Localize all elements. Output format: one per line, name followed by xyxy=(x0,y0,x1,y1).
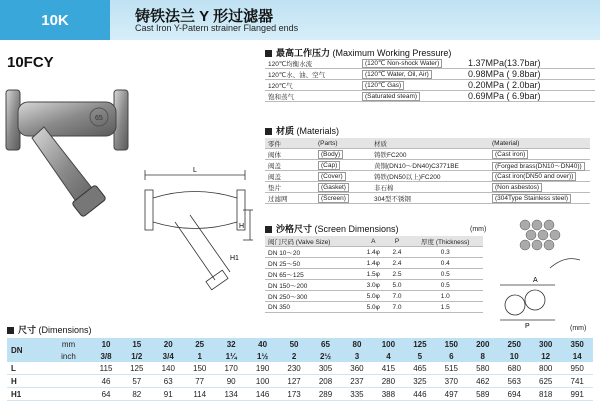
dn-mm-cell: 350 xyxy=(561,338,593,350)
dimension-cell: 465 xyxy=(404,362,435,375)
pressure-row: 饱和蒸气 (Saturated steam) 0.69MPa ( 6.9bar) xyxy=(265,91,595,102)
screen-table xyxy=(265,236,483,313)
dimension-cell: 190 xyxy=(247,362,278,375)
dimension-cell: 100 xyxy=(247,375,278,388)
screen-row: DN 65～125 1.5φ 2.5 0.5 xyxy=(265,269,483,280)
valve-photo xyxy=(4,72,134,222)
materials-row: 垫片 (Gasket) 非石棉 (Non asbestos) xyxy=(265,182,590,193)
inch-label: inch xyxy=(46,350,91,362)
dimension-cell: 127 xyxy=(278,375,309,388)
screen-label-a: A xyxy=(533,277,538,284)
dimension-cell: 140 xyxy=(153,362,184,375)
dn-inch-row xyxy=(7,350,593,362)
dn-mm-cell: 20 xyxy=(153,338,184,350)
dimension-cell: 680 xyxy=(499,362,530,375)
dn-mm-cell: 25 xyxy=(184,338,215,350)
screen-row: DN 25～50 1.4φ 2.4 0.4 xyxy=(265,258,483,269)
dn-inch-cell: 1/2 xyxy=(121,350,152,362)
dimension-cell: 115 xyxy=(91,362,121,375)
screen-label-p: P xyxy=(525,323,530,330)
dimension-label: H1 xyxy=(7,388,91,401)
page-title: 铸铁法兰 Y 形过滤器 xyxy=(135,8,274,25)
dimension-row xyxy=(7,375,593,388)
dn-inch-cell: 2½ xyxy=(310,350,341,362)
dimension-cell: 280 xyxy=(373,375,404,388)
dimension-cell: 563 xyxy=(499,375,530,388)
dim-label-l: L xyxy=(193,167,197,174)
dimension-cell: 305 xyxy=(310,362,341,375)
mm-label: mm xyxy=(46,338,91,350)
dimension-cell: 950 xyxy=(561,362,593,375)
dimension-cell: 370 xyxy=(436,375,467,388)
pressure-row: 120℃气 (120℃ Gas) 0.20MPa ( 2.0bar) xyxy=(265,80,595,91)
materials-row: 阀体 (Body) 铸铁FC200 (Cast iron) xyxy=(265,149,590,160)
pressure-table xyxy=(265,58,595,102)
dn-mm-cell: 15 xyxy=(121,338,152,350)
dn-mm-cell: 65 xyxy=(310,338,341,350)
screen-row: DN 150～200 3.0φ 5.0 0.5 xyxy=(265,280,483,291)
materials-row: 过滤网 (Screen) 304型不锈钢 (304Type Stainless steel) xyxy=(265,193,590,204)
dn-inch-cell: 4 xyxy=(373,350,404,362)
dn-inch-cell: 1 xyxy=(184,350,215,362)
dn-inch-cell: 3/8 xyxy=(91,350,121,362)
dn-inch-cell: 3 xyxy=(341,350,372,362)
dimension-cell: 173 xyxy=(278,388,309,401)
dimension-cell: 991 xyxy=(561,388,593,401)
dimension-cell: 170 xyxy=(215,362,246,375)
dn-mm-cell: 150 xyxy=(436,338,467,350)
dimension-cell: 77 xyxy=(184,375,215,388)
dn-mm-cell: 125 xyxy=(404,338,435,350)
dimension-cell: 589 xyxy=(467,388,498,401)
dn-inch-cell: 6 xyxy=(436,350,467,362)
dimension-cell: 90 xyxy=(215,375,246,388)
dn-mm-cell: 100 xyxy=(373,338,404,350)
dimension-cell: 415 xyxy=(373,362,404,375)
dn-mm-cell: 250 xyxy=(499,338,530,350)
dn-inch-cell: 1¼ xyxy=(215,350,246,362)
body-marking: 65 xyxy=(95,115,103,122)
dimension-cell: 237 xyxy=(341,375,372,388)
dimension-row xyxy=(7,362,593,375)
materials-table xyxy=(265,138,590,204)
dim-label-h1: H1 xyxy=(230,255,239,262)
dimension-cell: 63 xyxy=(153,375,184,388)
pressure-row: 120℃均衡水流 (120℃ Non-shock Water) 1.37MPa(13.7bar) xyxy=(265,58,595,69)
dimension-cell: 82 xyxy=(121,388,152,401)
dimension-cell: 580 xyxy=(467,362,498,375)
dn-mm-row xyxy=(7,338,593,350)
dn-mm-cell: 10 xyxy=(91,338,121,350)
dimension-cell: 325 xyxy=(404,375,435,388)
pressure-title: 最高工作压力 (Maximum Working Pressure) xyxy=(265,46,451,59)
dimension-cell: 625 xyxy=(530,375,561,388)
page-subtitle: Cast Iron Y-Patern strainer Flanged ends xyxy=(135,23,299,33)
dn-mm-cell: 50 xyxy=(278,338,309,350)
dimension-cell: 134 xyxy=(215,388,246,401)
screen-mesh-diagram xyxy=(495,200,590,330)
dimension-cell: 515 xyxy=(436,362,467,375)
screen-row: DN 350 5.0φ 7.0 1.5 xyxy=(265,302,483,313)
dimensions-table xyxy=(7,338,593,401)
dimension-cell: 497 xyxy=(436,388,467,401)
materials-row: 阀盖 (Cap) 黄铜(DN10～DN40)C3771BE (Forged brass(DN10～DN40)) xyxy=(265,160,590,171)
dimension-cell: 57 xyxy=(121,375,152,388)
dimension-cell: 818 xyxy=(530,388,561,401)
dimension-cell: 388 xyxy=(373,388,404,401)
dimension-label: L xyxy=(7,362,91,375)
dimension-cell: 446 xyxy=(404,388,435,401)
dimension-cell: 114 xyxy=(184,388,215,401)
dn-inch-cell: 12 xyxy=(530,350,561,362)
dn-inch-cell: 8 xyxy=(467,350,498,362)
dimension-cell: 741 xyxy=(561,375,593,388)
screen-row: DN 250～300 5.0φ 7.0 1.0 xyxy=(265,291,483,302)
dimensions-unit: (mm) xyxy=(570,325,587,332)
dn-inch-cell: 3/4 xyxy=(153,350,184,362)
screen-title: 沙格尺寸 (Screen Dimensions) xyxy=(265,222,399,235)
dimension-cell: 360 xyxy=(341,362,372,375)
materials-title: 材质 (Materials) xyxy=(265,124,339,137)
model-number: 10FCY xyxy=(7,54,54,71)
dim-label-h: H xyxy=(239,223,245,230)
dn-inch-cell: 14 xyxy=(561,350,593,362)
dn-label: DN xyxy=(7,338,46,362)
dn-mm-cell: 80 xyxy=(341,338,372,350)
dn-inch-cell: 2 xyxy=(278,350,309,362)
dn-inch-cell: 10 xyxy=(499,350,530,362)
dn-mm-cell: 200 xyxy=(467,338,498,350)
dimension-cell: 125 xyxy=(121,362,152,375)
dn-mm-cell: 32 xyxy=(215,338,246,350)
dimension-cell: 800 xyxy=(530,362,561,375)
dimension-cell: 289 xyxy=(310,388,341,401)
dimension-cell: 462 xyxy=(467,375,498,388)
dimension-row xyxy=(7,388,593,401)
screen-row: DN 10～20 1.4φ 2.4 0.3 xyxy=(265,247,483,258)
dn-inch-cell: 5 xyxy=(404,350,435,362)
pressure-row: 120℃水、油、空气 (120℃ Water, Oil, Air) 0.98MPa ( 9.8bar) xyxy=(265,69,595,80)
dimension-cell: 64 xyxy=(91,388,121,401)
dimensions-title: 尺寸 (Dimensions) xyxy=(7,323,92,336)
dimension-drawing xyxy=(135,150,255,310)
dimension-cell: 230 xyxy=(278,362,309,375)
header-tab: 10K xyxy=(0,0,110,40)
dn-inch-cell: 1½ xyxy=(247,350,278,362)
dimension-cell: 46 xyxy=(91,375,121,388)
dimension-label: H xyxy=(7,375,91,388)
screen-unit: (mm) xyxy=(470,226,487,233)
dimension-cell: 150 xyxy=(184,362,215,375)
dimension-cell: 335 xyxy=(341,388,372,401)
dimension-cell: 208 xyxy=(310,375,341,388)
screen-header-row: 阀门尺码 (Valve Size) A P 厚度 (Thickness) xyxy=(265,236,483,247)
materials-row: 阀盖 (Cover) 铸铁(DN50以上)FC200 (Cast iron(DN50 and over)) xyxy=(265,171,590,182)
dimension-cell: 694 xyxy=(499,388,530,401)
dn-mm-cell: 40 xyxy=(247,338,278,350)
dimension-cell: 91 xyxy=(153,388,184,401)
dimension-cell: 146 xyxy=(247,388,278,401)
dn-mm-cell: 300 xyxy=(530,338,561,350)
materials-header-row: 零件 (Parts) 材质 (Material) xyxy=(265,138,590,149)
